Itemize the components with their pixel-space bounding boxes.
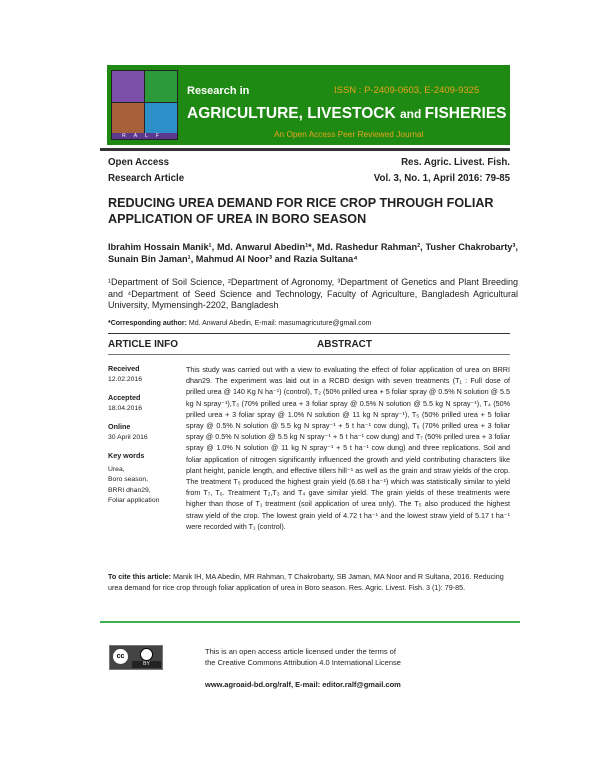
- section-divider-bottom: [108, 354, 510, 355]
- keywords-label: Key words: [108, 451, 145, 460]
- journal-line1: Research in: [187, 85, 250, 97]
- keyword: Boro season,: [108, 476, 149, 483]
- accepted-date: 18.04.2016: [108, 404, 143, 412]
- journal-logo: [111, 70, 178, 140]
- corresponding-author: [108, 320, 371, 327]
- keyword: Urea,: [108, 465, 125, 473]
- logo-text: RALF: [112, 133, 177, 139]
- plant-icon: [145, 71, 177, 102]
- accepted-label: Accepted: [108, 393, 141, 402]
- abstract-heading: ABSTRACT: [317, 339, 372, 350]
- citation-label: To cite this article:: [108, 572, 171, 581]
- journal-name-end: FISHERIES: [424, 105, 507, 122]
- license-line2[interactable]: the Creative Commons Attribution 4.0 International License: [205, 658, 401, 667]
- fish-icon: [145, 103, 177, 134]
- journal-name-and: and: [400, 107, 425, 121]
- corresponding-label: *Corresponding author:: [108, 320, 187, 327]
- authors: Ibrahim Hossain Manik¹, Md. Anwarul Abedin¹*, Md. Rashedur Rahman², Tusher Chakrobarty³, Sunain Bin Jaman¹, Mahmud Al Noor³ and Razia Sultana⁴: [108, 242, 518, 264]
- citation: [108, 571, 518, 593]
- received-date: 12.02.2016: [108, 375, 143, 383]
- section-divider-top: [108, 333, 510, 334]
- volume-info: Vol. 3, No. 1, April 2016: 79-85: [373, 173, 510, 184]
- article-type: Research Article: [108, 173, 185, 184]
- footer-divider: [100, 621, 520, 623]
- online-label: Online: [108, 422, 131, 431]
- online-date: 30 April 2016: [108, 433, 148, 441]
- license-text: [205, 646, 401, 668]
- attribution-icon: [140, 648, 153, 661]
- article-info-heading: ARTICLE INFO: [108, 339, 178, 350]
- journal-name-main: AGRICULTURE, LIVESTOCK: [187, 105, 400, 122]
- issn: ISSN : P-2409-0603, E-2409-9325: [334, 85, 480, 96]
- affiliations: ¹Department of Soil Science, ²Department of Agronomy, ³Department of Genetics and Plant Breeding and ⁴Department of Seed Science and Technology, Faculty of Agriculture, Bangladesh Agricultural University, Mymensingh-2202, Bangladesh: [108, 277, 518, 310]
- citation-text: Manik IH, MA Abedin, MR Rahman, T Chakrobarty, SB Jaman, MA Noor and R Sultana, 2016. Reducing urea demand for rice crop through foliar application of urea in Boro season. Res. Agric. Livest. Fish. 3 (1): 79-85.: [108, 572, 504, 592]
- received-label: Received: [108, 364, 140, 373]
- cc-by-license-badge[interactable]: [109, 645, 163, 670]
- keyword: Foliar application: [108, 497, 160, 504]
- journal-abbrev: Res. Agric. Livest. Fish.: [401, 157, 510, 168]
- article-info: [108, 364, 183, 507]
- livestock-icon: [112, 103, 144, 134]
- keyword: BRRI dhan29,: [108, 486, 151, 494]
- article-title: REDUCING UREA DEMAND FOR RICE CROP THROUGH FOLIAR APPLICATION OF UREA IN BORO SEASON: [108, 196, 494, 226]
- open-access-label: Open Access: [108, 157, 170, 168]
- header-divider: [100, 148, 510, 151]
- license-line1: This is an open access article licensed under the terms of: [205, 647, 396, 656]
- corresponding-text: Md. Anwarul Abedin, E-mail: masumagricuture@gmail.com: [186, 320, 372, 327]
- cc-icon: cc: [113, 649, 128, 664]
- journal-contact[interactable]: www.agroaid-bd.org/ralf, E-mail: editor.ralf@gmail.com: [205, 680, 401, 689]
- journal-name: [187, 105, 507, 123]
- microscope-icon: [112, 71, 144, 102]
- journal-tagline: An Open Access Peer Reviewed Journal: [274, 129, 424, 139]
- abstract-text: This study was carried out with a view to evaluating the effect of foliar application of urea on BRRI dhan29. The experiment was laid out in a RCBD design with seven treatments (T₁ : Full dose of prilled urea @ 140 Kg N ha⁻¹) (control), T₂ (50% prilled urea + 5 foliar spray @ 0.5% N solution @ 5.5 kg N spray⁻¹),T₃ (70% prilled urea + 3 foliar spray @ 0.5% N solution @ 5.5 kg N spray⁻¹), T₄ (50% prilled urea + 3 foliar spray @ 1.0% N solution @ 11 kg N spray⁻¹), T₅ (50% prilled urea + 5 foliar spray @ 0.5% N solution @ 5.5 kg N spray⁻¹ + 5 t ha⁻¹ cow dung), T₆ (70% prilled urea + 3 foliar spray @ 0.5% N solution @ 5.5 kg N spray⁻¹ + 5 t ha⁻¹ cow dung) and T₇ (50% prilled urea + 3 foliar spray @ 1.0% N solution @ 11 kg N spray⁻¹ + 5 t ha⁻¹ cow dung) and three replications. Soil and foliar application of nitrogen significantly influenced the growth and yield contributing characters like plant height, panicle length, and effective tillers hill⁻¹ as well as the grain and straw yields of the crop. The treatment T₅ produced the highest grain yield (6.68 t ha⁻¹) which was statistically similar to yield from T₇, T₆. Treatment T₂,T₃ and T₄ gave similar yield. The grain yields of these treatments were higher than those of T₁ treatment (soil application of urea only). The T₅ also produced the highest straw yield of the crop. The lowest grain yield of 4.72 t ha⁻¹ and the lowest straw yield of 5.17 t ha⁻¹ were recorded with T₁ (control).: [186, 365, 510, 531]
- journal-header: [107, 65, 510, 145]
- by-label: BY: [132, 661, 161, 668]
